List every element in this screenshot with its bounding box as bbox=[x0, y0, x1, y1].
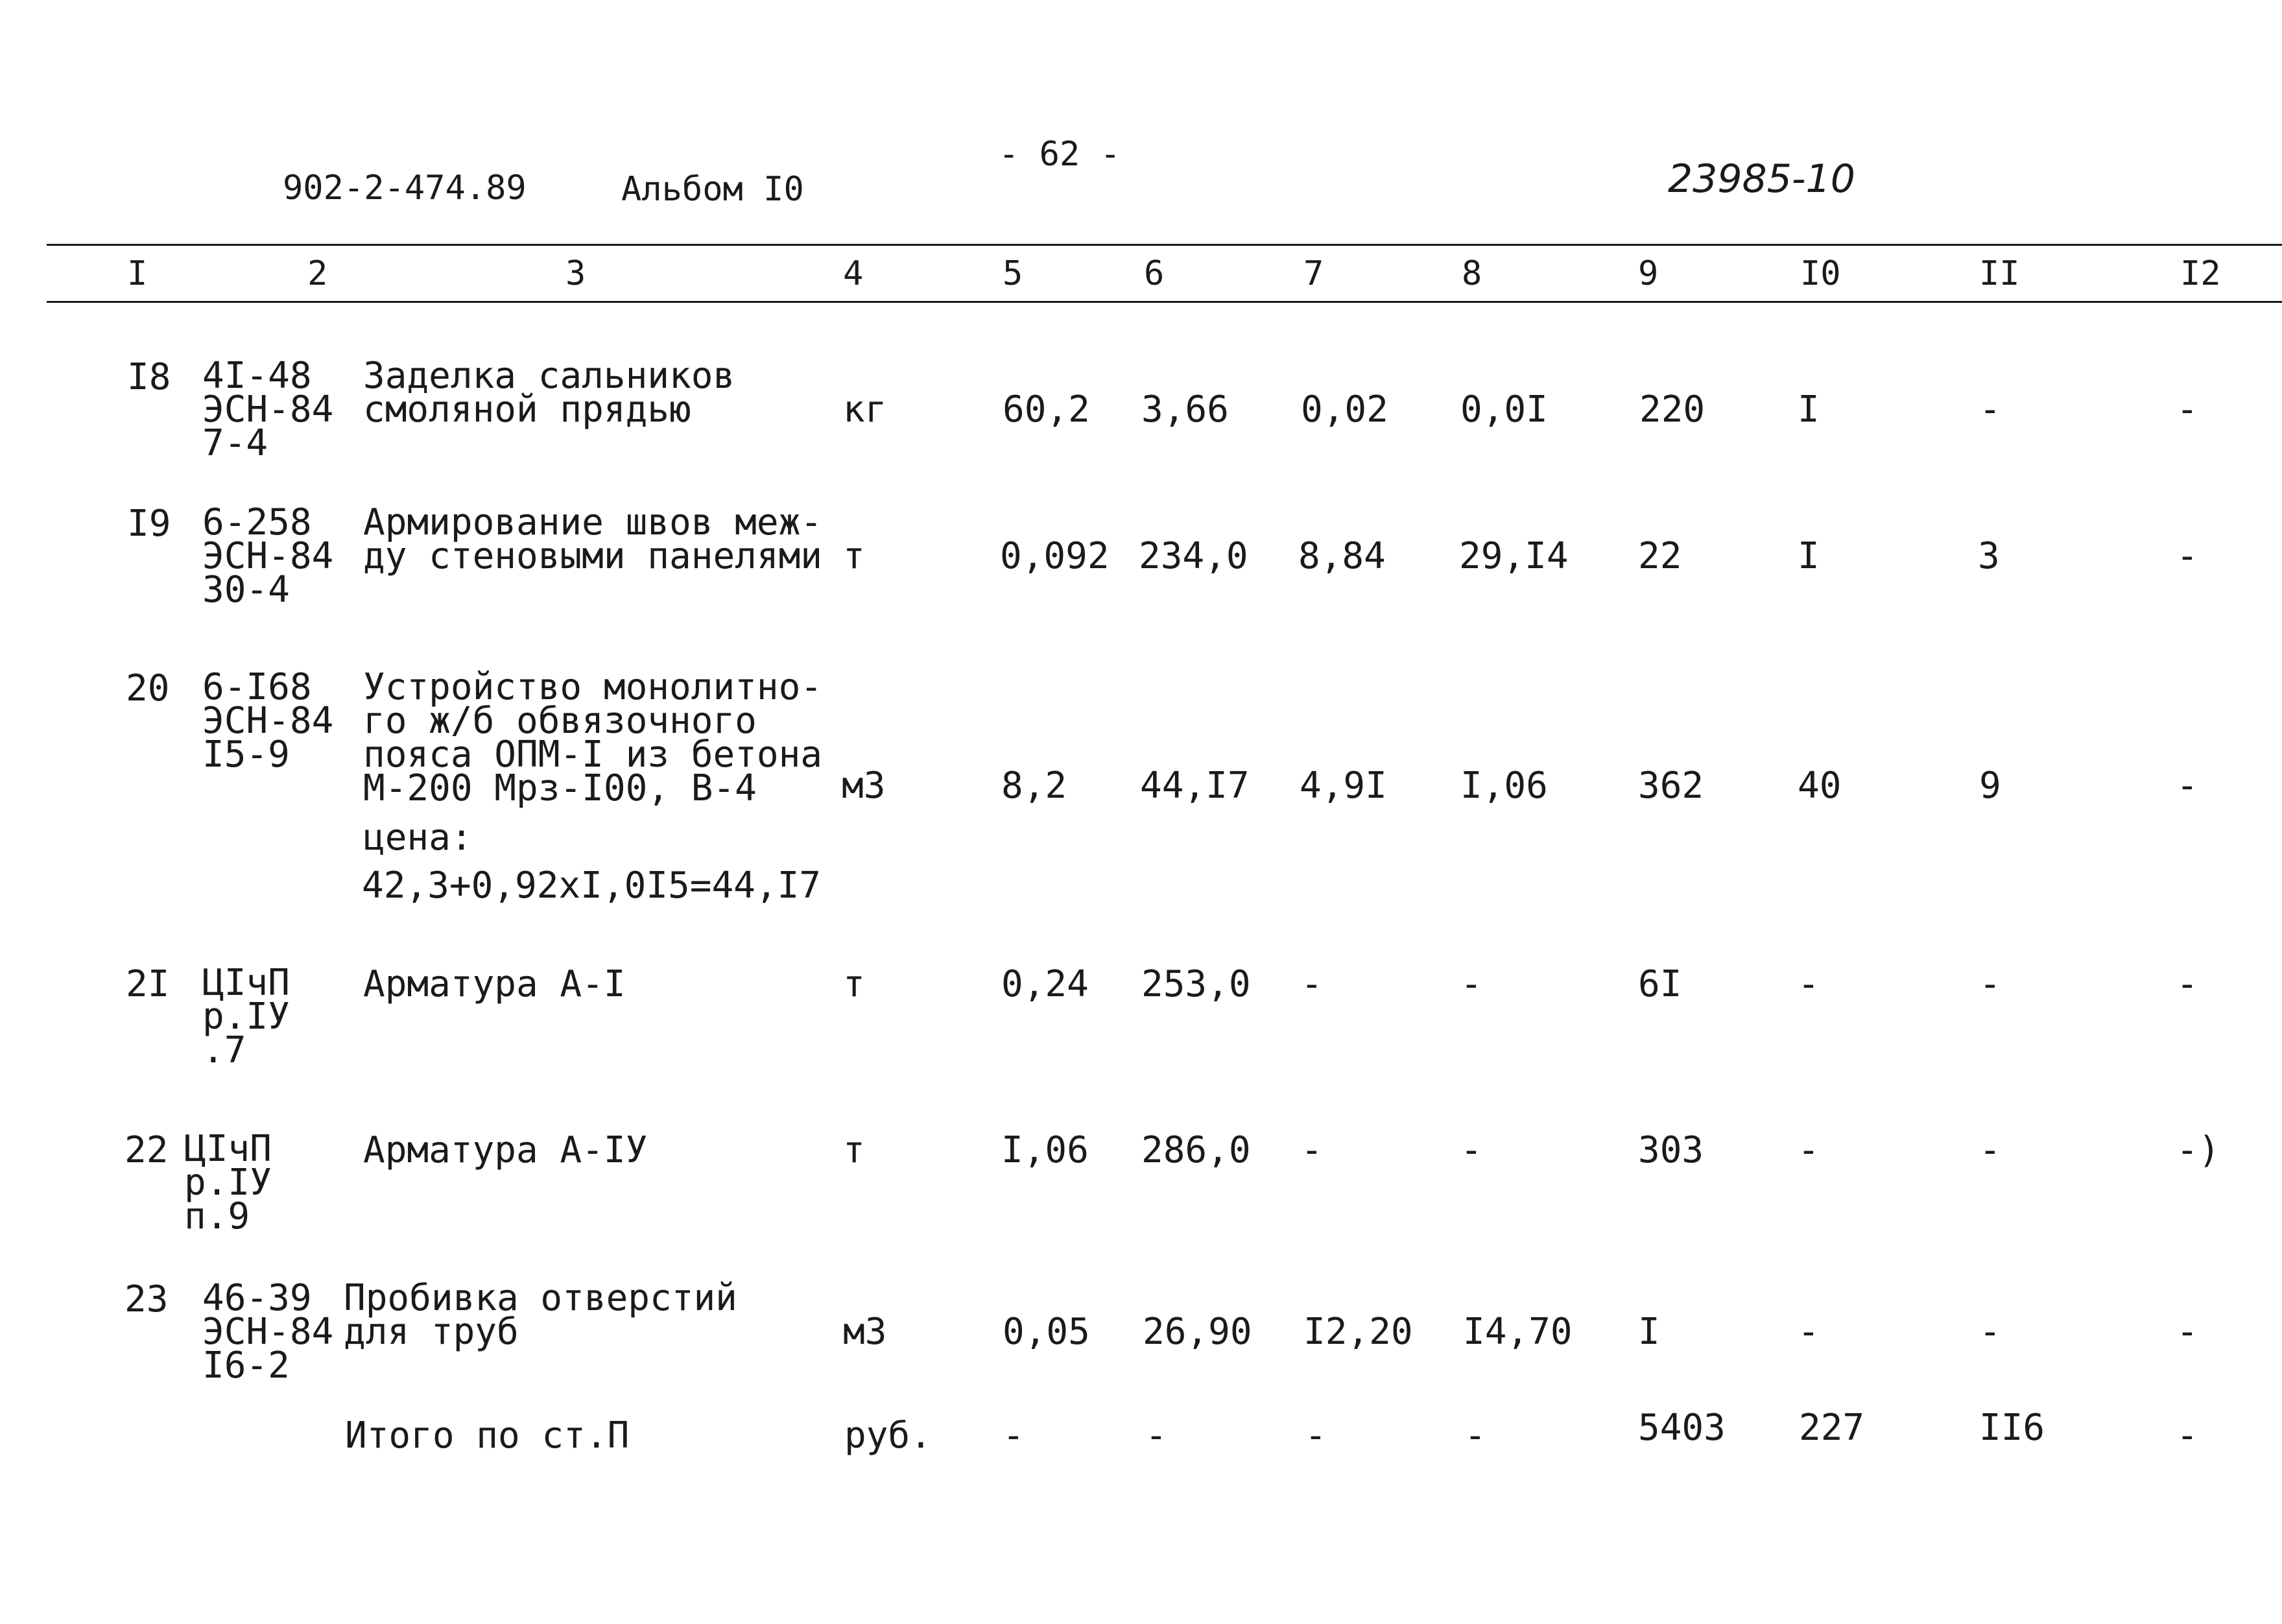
row-number: 22 bbox=[125, 1129, 169, 1171]
cell-col5: I,06 bbox=[1001, 1129, 1089, 1171]
row-number: I9 bbox=[127, 503, 171, 545]
cell-col9: 5403 bbox=[1638, 1407, 1726, 1449]
cell-col9: 6I bbox=[1638, 963, 1682, 1005]
column-header: 9 bbox=[1638, 254, 1659, 293]
cell-col8: - bbox=[1464, 1415, 1486, 1457]
total-label: Итого по ст.П bbox=[345, 1415, 630, 1457]
unit: м3 bbox=[843, 1311, 887, 1353]
column-header: 7 bbox=[1303, 254, 1324, 293]
cell-col10: I bbox=[1798, 535, 1820, 577]
cell-col12: - bbox=[2176, 1415, 2198, 1457]
column-header: 2 bbox=[307, 254, 328, 293]
cell-col5: 8,2 bbox=[1001, 765, 1067, 807]
cell-col12: - bbox=[2176, 765, 2198, 807]
work-description: Заделка сальников смоляной прядью bbox=[363, 355, 735, 431]
cell-col10: - bbox=[1798, 1311, 1820, 1353]
cell-col5: 60,2 bbox=[1003, 388, 1090, 431]
cell-col12: - bbox=[2176, 535, 2198, 577]
unit: м3 bbox=[842, 765, 886, 807]
column-header: 8 bbox=[1462, 254, 1482, 293]
cell-col6: 3,66 bbox=[1141, 388, 1229, 431]
handwritten-document-code: 23985-10 bbox=[1668, 156, 1855, 202]
cell-col12: - bbox=[2176, 963, 2198, 1005]
document-code: 902-2-474.89 bbox=[283, 169, 527, 208]
cell-col5: 0,24 bbox=[1001, 963, 1089, 1005]
cell-col12: -) bbox=[2176, 1129, 2220, 1171]
cell-col10: 227 bbox=[1799, 1407, 1865, 1449]
cell-col6: 253,0 bbox=[1141, 963, 1251, 1005]
cell-col9: 220 bbox=[1639, 388, 1706, 431]
rate-code: 4I-48 ЭСН-84 7-4 bbox=[202, 355, 334, 464]
cell-col7: 8,84 bbox=[1298, 535, 1386, 577]
column-header: 4 bbox=[843, 254, 864, 293]
cell-col6: 286,0 bbox=[1141, 1129, 1251, 1171]
cell-col11: - bbox=[1979, 1311, 2001, 1353]
cell-col7: 4,9I bbox=[1300, 765, 1387, 807]
row-number: 23 bbox=[125, 1278, 169, 1320]
column-header: II bbox=[1979, 254, 2020, 293]
cell-col8: I4,70 bbox=[1463, 1311, 1573, 1353]
table-header-bottom-rule bbox=[47, 301, 2282, 303]
column-header: I2 bbox=[2180, 254, 2221, 293]
work-description: Армирование швов меж- ду стеновыми панелями bbox=[363, 501, 823, 577]
cell-col6: 44,I7 bbox=[1140, 765, 1250, 807]
unit: т bbox=[843, 535, 865, 577]
row-number: I8 bbox=[127, 356, 171, 398]
unit: т bbox=[843, 1129, 865, 1171]
cell-col8: - bbox=[1460, 1129, 1482, 1171]
cell-col11: 3 bbox=[1978, 535, 2000, 577]
cell-col11: - bbox=[1979, 1129, 2001, 1171]
unit: кг bbox=[843, 388, 887, 431]
cell-col7: - bbox=[1301, 1129, 1323, 1171]
cell-col11: - bbox=[1979, 388, 2001, 431]
cell-col5: 0,05 bbox=[1003, 1311, 1090, 1353]
cell-col11: 9 bbox=[1979, 765, 2001, 807]
cell-col5: 0,092 bbox=[1000, 535, 1110, 577]
cell-col10: 40 bbox=[1798, 765, 1842, 807]
rate-code: ЦIчП р.IУ п.9 bbox=[184, 1128, 272, 1237]
cell-col7: - bbox=[1301, 963, 1323, 1005]
price-formula: 42,3+0,92хI,0I5=44,I7 bbox=[362, 865, 822, 907]
cell-col6: 26,90 bbox=[1143, 1311, 1252, 1353]
cell-col9: 22 bbox=[1638, 535, 1682, 577]
cell-col8: 0,0I bbox=[1460, 388, 1548, 431]
column-header: I bbox=[127, 254, 148, 293]
cell-col9: I bbox=[1638, 1311, 1660, 1353]
page-number: - 62 - bbox=[999, 135, 1121, 174]
cell-col7: I2,20 bbox=[1303, 1311, 1413, 1353]
column-header: 5 bbox=[1003, 254, 1023, 293]
cell-col11: - bbox=[1979, 963, 2001, 1005]
cell-col11: II6 bbox=[1979, 1407, 2045, 1449]
cell-col10: I bbox=[1798, 388, 1820, 431]
column-header: 3 bbox=[565, 254, 586, 293]
rate-code: 46-39 ЭСН-84 I6-2 bbox=[202, 1277, 334, 1387]
rate-code: 6-I68 ЭСН-84 I5-9 bbox=[202, 666, 334, 776]
cell-col12: - bbox=[2176, 1311, 2198, 1353]
unit: т bbox=[843, 963, 865, 1005]
column-header: I0 bbox=[1800, 254, 1841, 293]
cell-col6: - bbox=[1145, 1415, 1167, 1457]
row-number: 2I bbox=[126, 963, 170, 1005]
cell-col7: 0,02 bbox=[1301, 388, 1388, 431]
work-description: Пробивка отверстий для труб bbox=[344, 1277, 737, 1353]
total-unit: руб. bbox=[844, 1415, 932, 1457]
column-header: 6 bbox=[1144, 254, 1165, 293]
cell-col8: 29,I4 bbox=[1459, 535, 1569, 577]
cell-col10: - bbox=[1798, 1129, 1820, 1171]
row-number: 20 bbox=[126, 667, 170, 710]
rate-code: ЦIчП р.IУ .7 bbox=[202, 962, 290, 1071]
cell-col9: 303 bbox=[1638, 1129, 1704, 1171]
work-description: Арматура А-I bbox=[363, 963, 626, 1005]
cell-col7: - bbox=[1305, 1415, 1327, 1457]
rate-code: 6-258 ЭСН-84 30-4 bbox=[202, 501, 334, 611]
cell-col9: 362 bbox=[1638, 765, 1704, 807]
table-top-rule bbox=[47, 244, 2282, 246]
cell-col8: I,06 bbox=[1460, 765, 1548, 807]
album-label: Альбом I0 bbox=[621, 170, 804, 209]
cell-col10: - bbox=[1798, 963, 1820, 1005]
work-description: Арматура А-IУ bbox=[363, 1129, 648, 1171]
work-description: Устройство монолитно- го ж/б обвязочного пояса ОПМ-I из бетона М-200 Мрз-I00, В-4 bbox=[363, 666, 823, 809]
cell-col6: 234,0 bbox=[1139, 535, 1248, 577]
cell-col5: - bbox=[1003, 1415, 1025, 1457]
cell-col12: - bbox=[2176, 388, 2198, 431]
cell-col8: - bbox=[1460, 963, 1482, 1005]
price-label: цена: bbox=[363, 817, 473, 859]
